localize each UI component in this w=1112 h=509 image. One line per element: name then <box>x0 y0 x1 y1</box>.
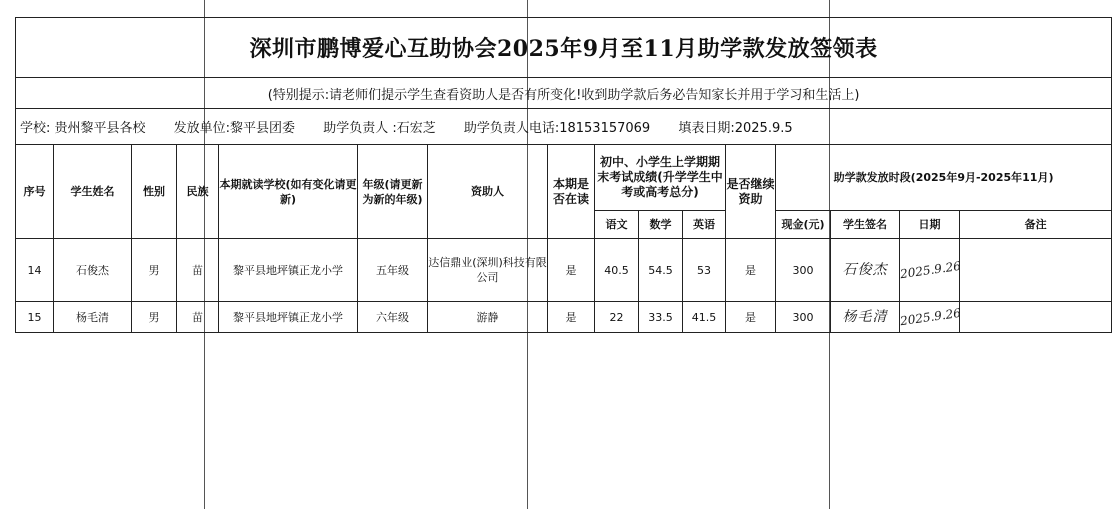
header-english: 英语 <box>683 211 726 239</box>
header-sponsor: 资助人 <box>428 145 548 239</box>
cell-school: 黎平县地坪镇正龙小学 <box>219 302 358 333</box>
info-phone: 助学负责人电话:18153157069 <box>463 121 651 136</box>
sign-off-table <box>15 17 1112 333</box>
cell-signature <box>831 239 900 302</box>
header-cash: 现金(元) <box>776 211 831 239</box>
header-signature: 学生签名 <box>831 211 900 239</box>
cell-continue: 是 <box>726 239 776 302</box>
handwritten-signature: 杨毛清 <box>842 308 888 325</box>
cell-continue: 是 <box>726 302 776 333</box>
cell-chinese: 40.5 <box>595 239 639 302</box>
cell-name: 石俊杰 <box>54 239 132 302</box>
cell-gender: 男 <box>132 302 177 333</box>
cell-math: 54.5 <box>639 239 683 302</box>
header-scores: 初中、小学生上学期期末考试成绩(升学学生中考或高考总分) <box>595 145 726 211</box>
cell-sponsor: 达信鼎业(深圳)科技有限公司 <box>428 239 548 302</box>
cell-ethnicity: 苗 <box>177 302 219 333</box>
handwritten-signature: 石俊杰 <box>842 261 888 278</box>
sign-off-sheet <box>15 17 1054 333</box>
info-manager: 助学负责人 :石宏芝 <box>323 121 436 136</box>
info-school: 学校: 贵州黎平县各校 <box>20 121 146 136</box>
cell-date <box>900 302 960 333</box>
cell-seq: 14 <box>16 239 54 302</box>
info-issuer: 发放单位:黎平县团委 <box>173 121 296 136</box>
cell-enrolled: 是 <box>548 239 595 302</box>
header-enrolled: 本期是否在读 <box>548 145 595 239</box>
header-period: 助学款发放时段(2025年9月-2025年11月) <box>776 145 1112 211</box>
cell-ethnicity: 苗 <box>177 239 219 302</box>
cell-english: 53 <box>683 239 726 302</box>
header-name: 学生姓名 <box>54 145 132 239</box>
header-continue: 是否继续资助 <box>726 145 776 239</box>
header-seq: 序号 <box>16 145 54 239</box>
table-row <box>16 302 1112 333</box>
cell-gender: 男 <box>132 239 177 302</box>
cell-grade: 六年级 <box>358 302 428 333</box>
special-notice: (特别提示:请老师们提示学生查看资助人是否有所变化!收到助学款后务必告知家长并用于学习和生活上) <box>16 78 1112 109</box>
cell-enrolled: 是 <box>548 302 595 333</box>
header-school: 本期就读学校(如有变化请更新) <box>219 145 358 239</box>
cell-cash: 300 <box>776 239 831 302</box>
cell-school: 黎平县地坪镇正龙小学 <box>219 239 358 302</box>
cell-remark <box>960 239 1112 302</box>
info-date: 填表日期:2025.9.5 <box>678 121 793 136</box>
header-date: 日期 <box>900 211 960 239</box>
cell-seq: 15 <box>16 302 54 333</box>
cell-chinese: 22 <box>595 302 639 333</box>
header-gender: 性别 <box>132 145 177 239</box>
page-title: 深圳市鹏博爱心互助协会2025年9月至11月助学款发放签领表 <box>16 18 1112 78</box>
header-remark: 备注 <box>960 211 1112 239</box>
header-ethnicity: 民族 <box>177 145 219 239</box>
cell-date <box>900 239 960 302</box>
header-math: 数学 <box>639 211 683 239</box>
table-row <box>16 239 1112 302</box>
cell-cash: 300 <box>776 302 831 333</box>
info-line <box>16 109 1112 145</box>
cell-sponsor: 游静 <box>428 302 548 333</box>
handwritten-date: 2025.9.26 <box>899 258 962 281</box>
cell-english: 41.5 <box>683 302 726 333</box>
cell-remark <box>960 302 1112 333</box>
header-chinese: 语文 <box>595 211 639 239</box>
cell-grade: 五年级 <box>358 239 428 302</box>
cell-name: 杨毛清 <box>54 302 132 333</box>
header-grade: 年级(请更新为新的年级) <box>358 145 428 239</box>
cell-signature <box>831 302 900 333</box>
handwritten-date: 2025.9.26 <box>899 305 962 328</box>
cell-math: 33.5 <box>639 302 683 333</box>
